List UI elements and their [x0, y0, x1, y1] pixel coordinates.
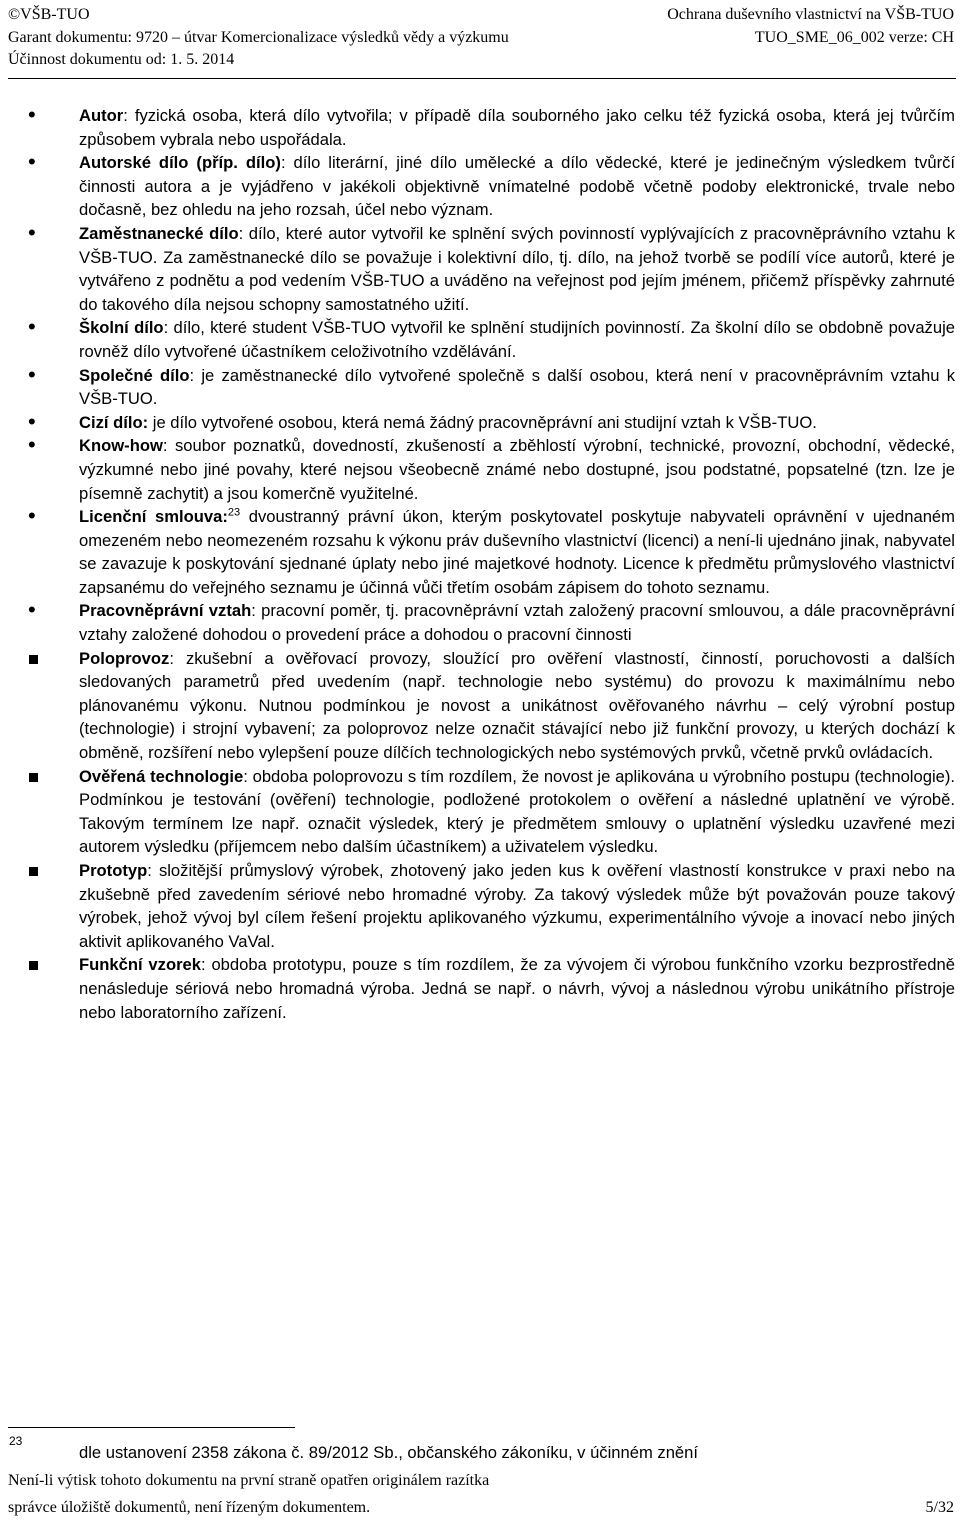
page-number: 5/32 — [925, 1499, 954, 1516]
definition-item — [28, 222, 955, 316]
header-row-1 — [8, 4, 954, 27]
definition-term: Pracovněprávní vztah — [79, 601, 252, 621]
definition-term: Poloprovoz — [79, 648, 170, 668]
definition-item — [28, 364, 955, 411]
square-bullet-icon — [29, 655, 38, 664]
page-footer — [8, 1467, 954, 1521]
definition-term: Ověřená technologie — [79, 766, 244, 786]
definition-term: Autorské dílo (příp. dílo) — [79, 153, 281, 173]
definition-item — [28, 953, 955, 1024]
square-bullet-icon — [29, 773, 38, 782]
definition-term: Funkční vzorek — [79, 955, 202, 975]
header-row-3 — [8, 49, 954, 72]
definition-term: Know-how — [79, 436, 163, 456]
definition-term: Autor — [79, 106, 124, 125]
round-bullet-icon — [28, 222, 48, 248]
definition-item — [28, 599, 955, 646]
term-colon: : — [222, 507, 228, 527]
square-bullet-icon — [29, 961, 38, 970]
round-bullet-icon — [28, 505, 48, 531]
header-row-2 — [8, 27, 954, 50]
square-bullet-icon — [29, 867, 38, 876]
round-bullet-icon — [28, 599, 48, 625]
definition-item — [28, 316, 955, 363]
document-code: TUO_SME_06_002 verze: CH — [754, 28, 954, 46]
definition-text: : zkušební a ověřovací provozy, sloužící pro ověření vlastností, činností, poruchovosti a dalších sledovaných parametrů před uvedením (např. technologie nebo systému) do provozu k maximálnímu nebo plánovanému výkonu. Nutnou podmínkou je novost a unikátnost ověřovaného návrhu – celý výrobní postup (technologie) i strojní vybavení; za poloprovoz nelze označit stávající nebo již funkční provozy, u kterých dochází k obměně, rozšíření nebo vylepšení pouze dílčích technologických nebo systémových prvků, včetně prvků ovládacích. — [79, 648, 955, 763]
definition-item — [28, 647, 955, 765]
footer-notice-line-1: Není-li výtisk tohoto dokumentu na první straně opatřen originálem razítka — [8, 1472, 490, 1489]
document-guarantor: Garant dokumentu: 9720 – útvar Komercionalizace výsledků vědy a výzkumu — [8, 28, 509, 46]
definition-text: : fyzická osoba, která dílo vytvořila; v případě díla souborného jako celku též fyzická osoba, která jej tvůrčím způsobem vybrala nebo uspořádala. — [79, 106, 955, 149]
definition-item — [28, 434, 955, 505]
copyright-label: ©VŠB-TUO — [8, 6, 90, 23]
definition-term: Cizí dílo: — [79, 412, 149, 432]
footer-notice-line-2: správce úložiště dokumentů, není řízeným dokumentem. — [8, 1499, 371, 1516]
definition-text: : obdoba poloprovozu s tím rozdílem, že novost je aplikována u výrobního postupu (technologie). Podmínkou je testování (ověření) technologie, podložené protokolem o ověření a následné uplatnění ve výrobě. Takovým termínem lze např. označit výsledek, který je předmětem smlouvy o uplatnění výsledku uzavřené mezi autorem výsledku (příjemcem nebo dalším účastníkem) a uživatelem výsledku. — [79, 766, 955, 857]
definition-item — [28, 505, 955, 599]
definition-text: : dílo literární, jiné dílo umělecké a dílo vědecké, které je jedinečným výsledkem tvůrčí činnosti autora a je vyjádřeno v jakékoli objektivně vnímatelné podobě včetně podoby elektronické, trvale nebo dočasně, bez ohledu na jeho rozsah, účel nebo význam. — [79, 153, 955, 220]
round-bullet-icon — [28, 151, 48, 177]
definition-term: Licenční smlouva — [79, 507, 223, 527]
footnote-text: dle ustanovení 2358 zákona č. 89/2012 Sb., občanského zákoníku, v účinném znění — [79, 1443, 699, 1462]
definition-text: je dílo vytvořené osobou, která nemá žádný pracovněprávní ani studijní vztah k VŠB-TUO. — [148, 412, 817, 432]
page-header — [8, 4, 954, 72]
definition-text: : složitější průmyslový výrobek, zhotovený jako jeden kus k ověření vlastností konstrukce v praxi nebo na zkušebně před zavedením sériové nebo hromadné výroby. Za takový výsledek může být považován pouze takový výrobek, jehož vývoj byl cílem řešení projektu aplikovaného výzkumu, experimentálního vývoje a inovací nebo jiných aktivit aplikovaného VaVal. — [79, 861, 955, 951]
definition-item — [28, 765, 955, 859]
definition-item — [28, 151, 955, 222]
footnote-divider — [8, 1427, 295, 1428]
round-bullet-icon — [28, 364, 48, 390]
definition-item — [28, 104, 955, 151]
definition-text: : obdoba prototypu, pouze s tím rozdílem, že za vývojem či výrobou funkčního vzorku bezprostředně nenásleduje sériová nebo hromadná výroba. Jedná se např. o návrh, vývoj a následnou výrobu unikátního přístroje nebo laboratorního zařízení. — [79, 955, 955, 1022]
round-bullet-icon — [28, 104, 48, 130]
footnote-number: 23 — [9, 1434, 23, 1448]
definition-text: dvoustranný právní úkon, kterým poskytovatel poskytuje nabyvateli oprávnění v ujednaném omezeném nebo neomezeném rozsahu k výkonu práv duševního vlastnictví (licenci) a není-li ujednáno jinak, nabyvatel se zavazuje k poskytování sjednané úplaty nebo jiné majetkové hodnoty. Licence k předmětu průmyslového vlastnictví zapsanému do veřejného seznamu je účinná vůči třetím osobám zápisem do tohoto seznamu. — [79, 507, 955, 597]
definition-text: : pracovní poměr, tj. pracovněprávní vztah založený pracovní smlouvou, a dále pracovněprávní vztahy založené dohodou o provedení práce a dohodou o pracovní činnosti — [79, 601, 955, 645]
footnote-reference: 23 — [227, 506, 241, 519]
effective-date: Účinnost dokumentu od: 1. 5. 2014 — [8, 51, 235, 68]
definition-text: : dílo, které autor vytvořil ke splnění svých povinností vyplývajících z pracovněprávního vztahu k VŠB-TUO. Za zaměstnanecké dílo se považuje i kolektivní dílo, tj. dílo, na jehož tvorbě se podílí více autorů, které je vytvářeno z podnětu a pod vedením VŠB-TUO a uváděno na veřejnost pod jejím jménem, přičemž příspěvky zahrnuté do takového díla nejsou schopny samostatného užití. — [79, 223, 956, 314]
document-title: Ochrana duševního vlastnictví na VŠB-TUO — [667, 6, 954, 23]
definition-term: Zaměstnanecké dílo — [79, 223, 239, 243]
round-bullet-icon — [28, 434, 48, 460]
definitions-list — [28, 104, 955, 1024]
definition-item — [28, 411, 955, 435]
definition-term: Prototyp — [79, 861, 148, 880]
round-bullet-icon — [28, 316, 48, 342]
definition-text: : soubor poznatků, dovedností, zkušeností a zběhlostí výrobní, technické, provozní, obchodní, vědecké, výzkumné nebo jiné povahy, které nejsou všeobecně známé nebo dostupné, jsou podstatné, popsatelné (tzn. lze je písemně zachytit) a jsou komerčně využitelné. — [79, 436, 955, 503]
definition-term: Společné dílo — [79, 365, 190, 385]
definition-term: Školní dílo — [79, 318, 164, 338]
header-divider — [8, 78, 956, 79]
definition-text: : dílo, které student VŠB-TUO vytvořil ke splnění studijních povinností. Za školní dílo se obdobně považuje rovněž dílo vytvořené účastníkem celoživotního vzdělávání. — [79, 318, 955, 361]
definition-item — [28, 859, 955, 953]
definition-text: : je zaměstnanecké dílo vytvořené společně s další osobou, která není v pracovněprávním vztahu k VŠB-TUO. — [79, 365, 955, 409]
